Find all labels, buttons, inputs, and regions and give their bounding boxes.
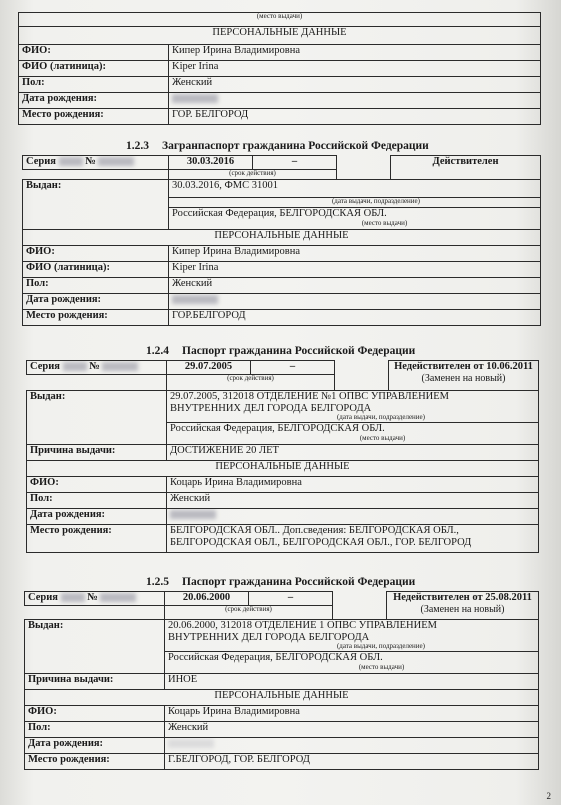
issued-line-2: ВНУТРЕННИХ ДЕЛ ГОРОДА БЕЛГОРОДА [170, 402, 372, 414]
valid-to: – [253, 156, 337, 170]
birthdate-value [165, 738, 539, 754]
section-table-1-2-4 [26, 360, 539, 553]
redacted-mark [102, 362, 138, 371]
series-label: Серия [26, 156, 56, 167]
reason-label: Причина выдачи: [27, 445, 167, 461]
status-text: Действителен [391, 156, 541, 180]
redacted-mark [172, 94, 218, 103]
birthplace-value: Г.БЕЛГОРОД, ГОР. БЕЛГОРОД [165, 754, 539, 770]
personal-heading: ПЕРСОНАЛЬНЫЕ ДАННЫЕ [25, 690, 539, 706]
status-text: Недействителен от 25.08.2011 [393, 592, 532, 603]
birthdate-label: Дата рождения: [19, 93, 169, 109]
birthdate-value [167, 509, 539, 525]
place-value [165, 652, 539, 674]
redacted-mark [61, 593, 85, 602]
status-text: Недействителен от 10.06.2011 [394, 361, 533, 372]
number-label: № [85, 156, 96, 167]
section-table-1-2-5 [24, 591, 539, 770]
birthdate-label: Дата рождения: [25, 738, 165, 754]
section-heading-1-2-3 [126, 140, 429, 152]
fio-value: Коцарь Ирина Владимировна [165, 706, 539, 722]
series-label: Серия [28, 592, 58, 603]
issued-line-1: 29.07.2005, 312018 ОТДЕЛЕНИЕ №1 ОПВС УПРАВЛЕНИЕМ [170, 391, 449, 402]
validity-note: (срок действия) [167, 375, 335, 391]
fio-value: Коцарь Ирина Владимировна [167, 477, 539, 493]
valid-from: 20.06.2000 [165, 592, 249, 606]
fio-latin-value: Kiper Irina [169, 61, 541, 77]
section-number: 1.2.3 [126, 140, 149, 152]
series-label: Серия [30, 361, 60, 372]
issued-note: (дата выдачи, подразделение) [336, 642, 425, 651]
place-note: (место выдачи) [361, 218, 408, 227]
redacted-mark [168, 739, 214, 748]
section-number: 1.2.5 [146, 576, 169, 588]
redacted-mark [98, 157, 134, 166]
reason-value: ДОСТИЖЕНИЕ 20 ЛЕТ [167, 445, 539, 461]
page-number: 2 [546, 791, 551, 801]
redacted-mark [172, 295, 218, 304]
sex-value: Женский [169, 77, 541, 93]
birthdate-label: Дата рождения: [27, 509, 167, 525]
sex-label: Пол: [23, 278, 169, 294]
place-text: Российская Федерация, БЕЛГОРОДСКАЯ ОБЛ. [172, 208, 387, 219]
sex-value: Женский [169, 278, 541, 294]
personal-heading: ПЕРСОНАЛЬНЫЕ ДАННЫЕ [19, 27, 541, 45]
birthplace-line-1: БЕЛГОРОДСКАЯ ОБЛ.. Доп.сведения: БЕЛГОРОДСКАЯ ОБЛ., [170, 525, 459, 536]
place-note: (место выдачи) [359, 433, 406, 442]
issued-label: Выдан: [27, 391, 167, 445]
issued-label: Выдан: [25, 620, 165, 674]
top-personal-table [18, 12, 541, 125]
number-label: № [87, 592, 98, 603]
series-cell [23, 156, 169, 170]
birthdate-label: Дата рождения: [23, 294, 169, 310]
place-value [167, 423, 539, 445]
series-cell [27, 361, 167, 375]
reason-label: Причина выдачи: [25, 674, 165, 690]
issued-value: 30.03.2016, ФМС 31001 [169, 180, 541, 198]
redacted-mark [170, 510, 216, 519]
birthplace-line-2: БЕЛГОРОДСКАЯ ОБЛ., БЕЛГОРОДСКАЯ ОБЛ., ГОР. БЕЛГОРОД [170, 536, 472, 548]
fio-label: ФИО: [25, 706, 165, 722]
validity-note: (срок действия) [169, 170, 337, 180]
issued-note: (дата выдачи, подразделение) [336, 413, 425, 422]
status-note: (Заменен на новый) [420, 603, 505, 615]
issued-line-2: ВНУТРЕННИХ ДЕЛ ГОРОДА БЕЛГОРОДА [168, 631, 370, 643]
fio-value: Кипер Ирина Владимировна [169, 45, 541, 61]
validity-note: (срок действия) [165, 606, 333, 620]
section-table-1-2-3 [22, 155, 541, 326]
issued-line-1: 20.06.2000, 312018 ОТДЕЛЕНИЕ 1 ОПВС УПРАВЛЕНИЕМ [168, 620, 437, 631]
fio-latin-label: ФИО (латиница): [19, 61, 169, 77]
issued-value [165, 620, 539, 652]
section-number: 1.2.4 [146, 345, 169, 357]
birthplace-value [167, 525, 539, 553]
section-title: Паспорт гражданина Российской Федерации [182, 576, 416, 588]
status-cell [389, 361, 539, 391]
section-heading-1-2-5 [146, 576, 415, 588]
status-note: (Заменен на новый) [421, 372, 506, 384]
birthplace-value: ГОР.БЕЛГОРОД [169, 310, 541, 326]
fio-label: ФИО: [27, 477, 167, 493]
fio-value: Кипер Ирина Владимировна [169, 246, 541, 262]
sex-label: Пол: [19, 77, 169, 93]
section-title: Загранпаспорт гражданина Российской Федерации [162, 140, 429, 152]
sex-label: Пол: [27, 493, 167, 509]
issued-value [167, 391, 539, 423]
birthplace-value: ГОР. БЕЛГОРОД [169, 109, 541, 125]
place-text: Российская Федерация, БЕЛГОРОДСКАЯ ОБЛ. [170, 423, 385, 434]
redacted-mark [100, 593, 136, 602]
place-note: (место выдачи) [19, 13, 541, 27]
valid-from: 29.07.2005 [167, 361, 251, 375]
birthplace-label: Место рождения: [23, 310, 169, 326]
sex-label: Пол: [25, 722, 165, 738]
reason-value: ИНОЕ [165, 674, 539, 690]
place-text: Российская Федерация, БЕЛГОРОДСКАЯ ОБЛ. [168, 652, 383, 663]
status-cell [387, 592, 539, 620]
place-value [169, 208, 541, 230]
section-heading-1-2-4 [146, 345, 415, 357]
place-note: (место выдачи) [358, 662, 405, 671]
valid-to: – [251, 361, 335, 375]
birthplace-label: Место рождения: [25, 754, 165, 770]
birthdate-value [169, 294, 541, 310]
fio-label: ФИО: [23, 246, 169, 262]
birthplace-label: Место рождения: [27, 525, 167, 553]
sex-value: Женский [167, 493, 539, 509]
fio-label: ФИО: [19, 45, 169, 61]
redacted-mark [63, 362, 87, 371]
birthplace-label: Место рождения: [19, 109, 169, 125]
valid-from: 30.03.2016 [169, 156, 253, 170]
issued-label: Выдан: [23, 180, 169, 230]
birthdate-value [169, 93, 541, 109]
fio-latin-value: Kiper Irina [169, 262, 541, 278]
sex-value: Женский [165, 722, 539, 738]
number-label: № [89, 361, 100, 372]
section-title: Паспорт гражданина Российской Федерации [182, 345, 416, 357]
valid-to: – [249, 592, 333, 606]
fio-latin-label: ФИО (латиница): [23, 262, 169, 278]
series-cell [25, 592, 165, 606]
redacted-mark [59, 157, 83, 166]
personal-heading: ПЕРСОНАЛЬНЫЕ ДАННЫЕ [27, 461, 539, 477]
issued-note: (дата выдачи, подразделение) [169, 198, 541, 208]
personal-heading: ПЕРСОНАЛЬНЫЕ ДАННЫЕ [23, 230, 541, 246]
